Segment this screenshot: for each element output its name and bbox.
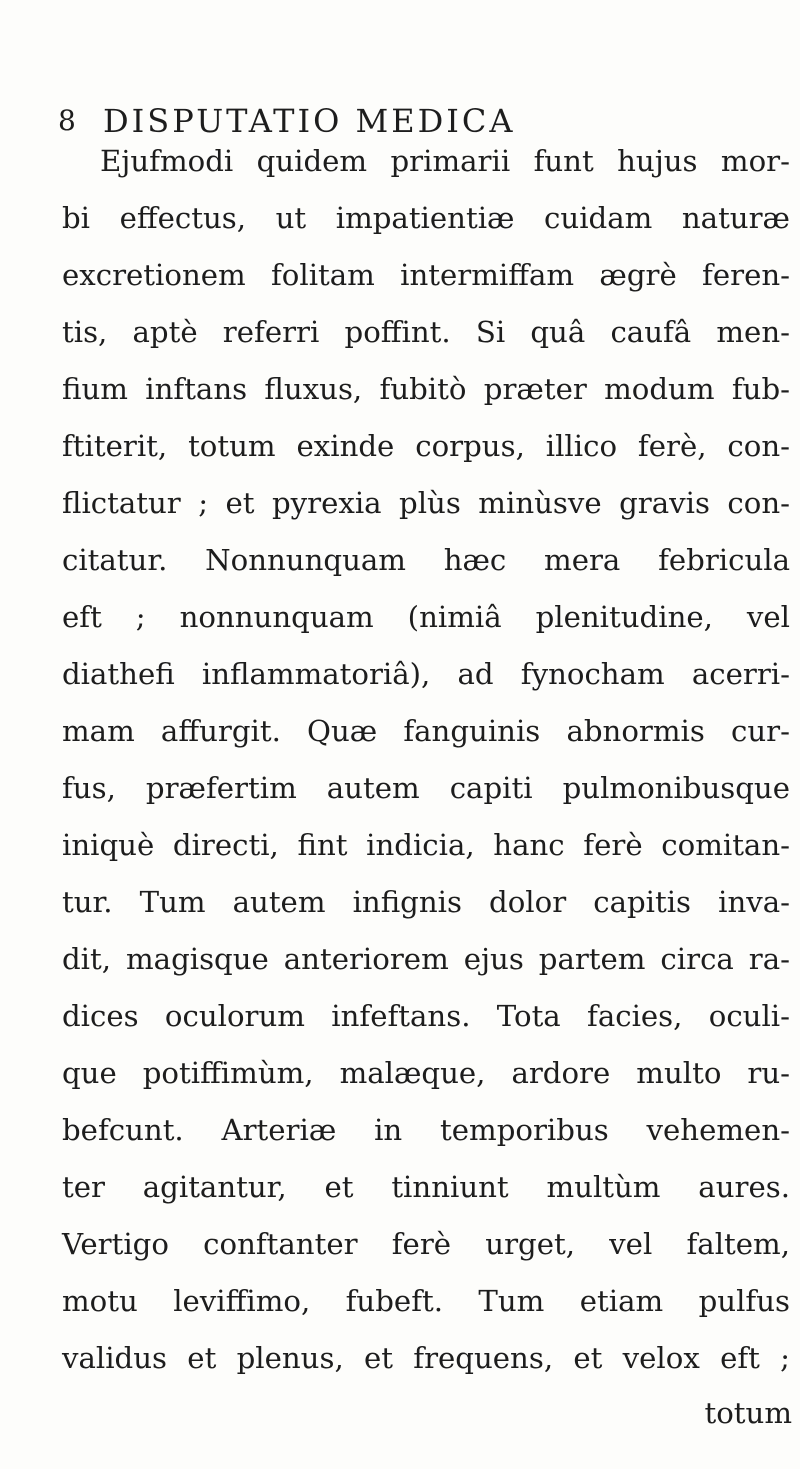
text-line: eft ; nonnunquam (nimiâ plenitudine, vel bbox=[62, 600, 790, 634]
text-line: que potiffimùm, malæque, ardore multo ru- bbox=[62, 1056, 790, 1090]
text-line: fus, præfertim autem capiti pulmonibusque bbox=[62, 771, 790, 805]
text-line: citatur. Nonnunquam hæc mera febricula bbox=[62, 543, 790, 577]
text-line: Ejufmodi quidem primarii funt hujus mor- bbox=[100, 144, 790, 178]
text-line: ftiterit, totum exinde corpus, illico ferè, con- bbox=[62, 429, 790, 463]
text-line: excretionem folitam intermiffam ægrè feren- bbox=[62, 258, 790, 292]
running-head: DISPUTATIO MEDICA bbox=[103, 102, 516, 140]
text-line: dit, magisque anteriorem ejus partem circa ra- bbox=[62, 942, 790, 976]
text-line: mam affurgit. Quæ fanguinis abnormis cur- bbox=[62, 714, 790, 748]
text-line: ter agitantur, et tinniunt multùm aures. bbox=[62, 1170, 790, 1204]
catchword: totum bbox=[704, 1396, 792, 1430]
page-number: 8 bbox=[58, 104, 77, 137]
text-line: Vertigo conftanter ferè urget, vel faltem, bbox=[62, 1227, 790, 1261]
text-line: bi effectus, ut impatientiæ cuidam naturæ bbox=[62, 201, 790, 235]
text-line: dices oculorum infeftans. Tota facies, oculi- bbox=[62, 999, 790, 1033]
text-line: motu leviffimo, fubeft. Tum etiam pulfus bbox=[62, 1284, 790, 1318]
text-line: diathefi inflammatoriâ), ad fynocham acerri- bbox=[62, 657, 790, 691]
text-line: iniquè directi, fint indicia, hanc ferè comitan- bbox=[62, 828, 790, 862]
text-line: flictatur ; et pyrexia plùs minùsve gravis con- bbox=[62, 486, 790, 520]
text-line: tur. Tum autem infignis dolor capitis inva- bbox=[62, 885, 790, 919]
text-line: validus et plenus, et frequens, et velox eft ; bbox=[62, 1341, 790, 1375]
text-line: befcunt. Arteriæ in temporibus vehemen- bbox=[62, 1113, 790, 1147]
text-line: fium inftans fluxus, fubitò præter modum fub- bbox=[62, 372, 790, 406]
body-text bbox=[0, 142, 800, 1432]
text-line: tis, aptè referri poffint. Si quâ caufâ men- bbox=[62, 315, 790, 349]
